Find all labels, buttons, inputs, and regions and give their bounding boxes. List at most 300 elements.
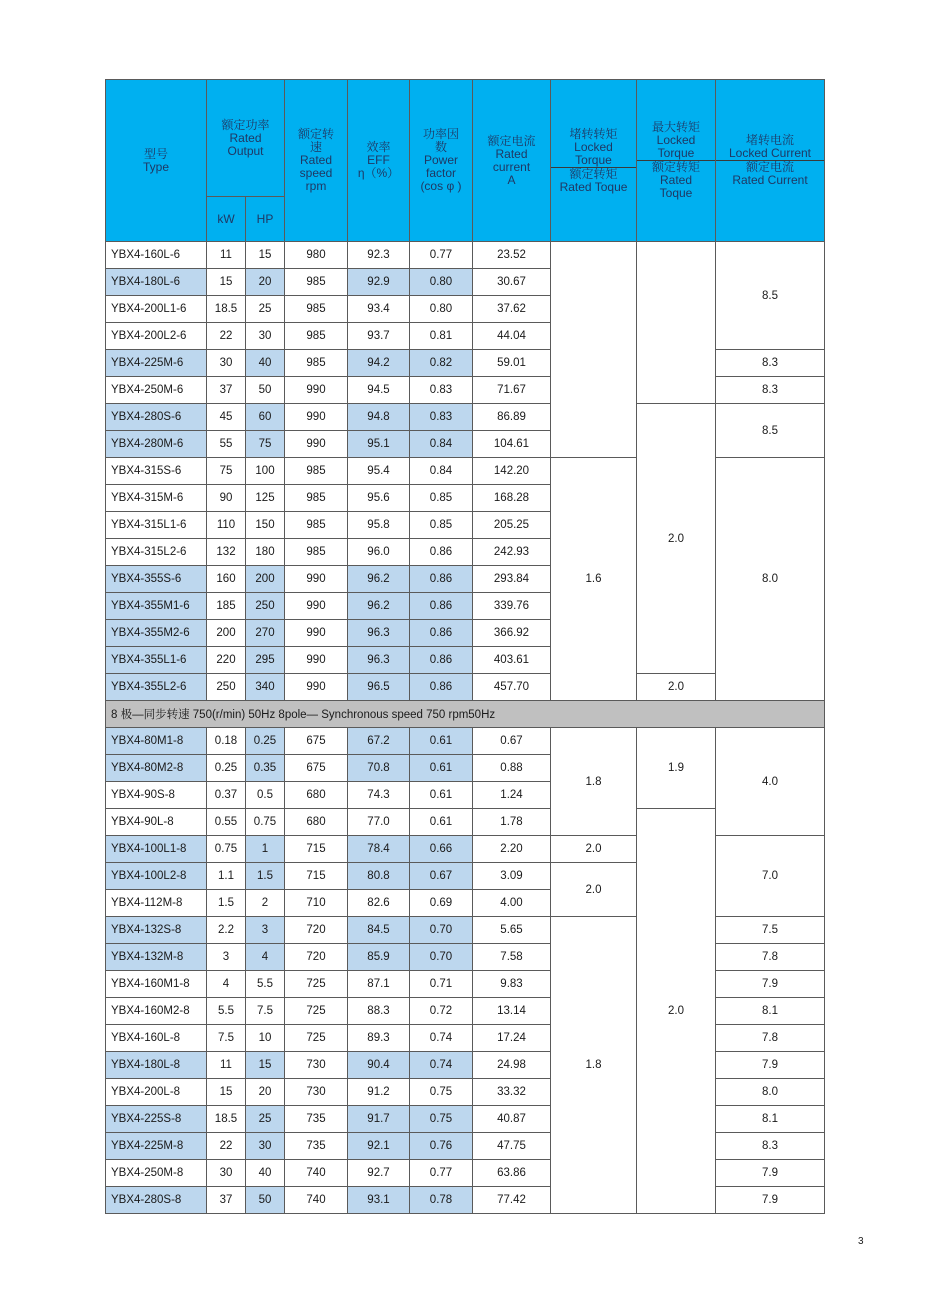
cell-rpm: 990 <box>285 566 348 593</box>
cell-eff: 93.1 <box>348 1187 410 1214</box>
cell-pf: 0.86 <box>410 593 473 620</box>
cell-hp: 270 <box>246 620 285 647</box>
cell-hp: 40 <box>246 1160 285 1187</box>
cell-kw: 132 <box>207 539 246 566</box>
cell-kw: 0.37 <box>207 782 246 809</box>
cell-eff: 88.3 <box>348 998 410 1025</box>
cell-pf: 0.78 <box>410 1187 473 1214</box>
header-efficiency: 效率 EFF η（%） <box>348 80 410 242</box>
cell-hp: 20 <box>246 1079 285 1106</box>
max-torque-ratio-cell: 1.9 <box>637 728 716 809</box>
cell-model: YBX4-225S-8 <box>106 1106 207 1133</box>
table-row <box>106 917 825 944</box>
cell-kw: 30 <box>207 1160 246 1187</box>
cell-current: 77.42 <box>473 1187 551 1214</box>
cell-pf: 0.80 <box>410 296 473 323</box>
cell-kw: 22 <box>207 1133 246 1160</box>
cell-current: 13.14 <box>473 998 551 1025</box>
cell-current: 242.93 <box>473 539 551 566</box>
cell-kw: 5.5 <box>207 998 246 1025</box>
cell-current: 23.52 <box>473 242 551 269</box>
cell-eff: 85.9 <box>348 944 410 971</box>
cell-rpm: 715 <box>285 836 348 863</box>
cell-pf: 0.85 <box>410 485 473 512</box>
locked-current-ratio-cell: 7.9 <box>716 971 825 998</box>
cell-current: 3.09 <box>473 863 551 890</box>
cell-eff: 94.2 <box>348 350 410 377</box>
cell-rpm: 740 <box>285 1160 348 1187</box>
cell-current: 59.01 <box>473 350 551 377</box>
table-row <box>106 728 825 755</box>
cell-kw: 220 <box>207 647 246 674</box>
cell-current: 9.83 <box>473 971 551 998</box>
cell-pf: 0.61 <box>410 782 473 809</box>
max-torque-ratio-cell <box>637 242 716 404</box>
cell-pf: 0.77 <box>410 242 473 269</box>
cell-pf: 0.76 <box>410 1133 473 1160</box>
locked-current-ratio-cell: 8.1 <box>716 998 825 1025</box>
max-torque-ratio-cell: 2.0 <box>637 809 716 1214</box>
cell-eff: 94.5 <box>348 377 410 404</box>
table-row <box>106 377 825 404</box>
cell-pf: 0.67 <box>410 863 473 890</box>
cell-model: YBX4-315L1-6 <box>106 512 207 539</box>
cell-kw: 110 <box>207 512 246 539</box>
cell-pf: 0.84 <box>410 431 473 458</box>
cell-model: YBX4-100L2-8 <box>106 863 207 890</box>
cell-pf: 0.86 <box>410 647 473 674</box>
cell-pf: 0.75 <box>410 1079 473 1106</box>
cell-model: YBX4-355L1-6 <box>106 647 207 674</box>
header-max-torque-ratio: 最大转矩 Locked Torque 额定转矩 Rated Toque <box>637 80 716 242</box>
cell-model: YBX4-80M2-8 <box>106 755 207 782</box>
cell-kw: 37 <box>207 1187 246 1214</box>
cell-current: 24.98 <box>473 1052 551 1079</box>
cell-current: 0.88 <box>473 755 551 782</box>
cell-current: 37.62 <box>473 296 551 323</box>
cell-model: YBX4-225M-8 <box>106 1133 207 1160</box>
header-power-factor: 功率因 数 Power factor (cos φ ) <box>410 80 473 242</box>
header-rated-output: 额定功率 Rated Output <box>207 80 285 197</box>
cell-pf: 0.74 <box>410 1025 473 1052</box>
cell-model: YBX4-100L1-8 <box>106 836 207 863</box>
cell-hp: 30 <box>246 323 285 350</box>
header-kw: kW <box>207 197 246 242</box>
cell-pf: 0.83 <box>410 377 473 404</box>
cell-rpm: 710 <box>285 890 348 917</box>
cell-model: YBX4-160L-8 <box>106 1025 207 1052</box>
cell-hp: 15 <box>246 242 285 269</box>
cell-rpm: 990 <box>285 377 348 404</box>
cell-rpm: 990 <box>285 431 348 458</box>
cell-model: YBX4-200L2-6 <box>106 323 207 350</box>
cell-eff: 96.3 <box>348 620 410 647</box>
cell-kw: 55 <box>207 431 246 458</box>
cell-model: YBX4-280S-6 <box>106 404 207 431</box>
cell-pf: 0.86 <box>410 620 473 647</box>
cell-hp: 25 <box>246 1106 285 1133</box>
cell-rpm: 740 <box>285 1187 348 1214</box>
cell-hp: 3 <box>246 917 285 944</box>
cell-hp: 20 <box>246 269 285 296</box>
locked-current-ratio-cell: 7.9 <box>716 1160 825 1187</box>
cell-rpm: 985 <box>285 269 348 296</box>
cell-hp: 75 <box>246 431 285 458</box>
cell-pf: 0.83 <box>410 404 473 431</box>
cell-model: YBX4-355M1-6 <box>106 593 207 620</box>
cell-rpm: 985 <box>285 539 348 566</box>
header-hp: HP <box>246 197 285 242</box>
cell-kw: 185 <box>207 593 246 620</box>
cell-rpm: 725 <box>285 971 348 998</box>
cell-kw: 0.75 <box>207 836 246 863</box>
page-number: 3 <box>858 1236 864 1247</box>
cell-eff: 89.3 <box>348 1025 410 1052</box>
cell-hp: 0.75 <box>246 809 285 836</box>
locked-current-ratio-cell: 7.9 <box>716 1052 825 1079</box>
cell-eff: 95.8 <box>348 512 410 539</box>
cell-model: YBX4-315S-6 <box>106 458 207 485</box>
cell-model: YBX4-112M-8 <box>106 890 207 917</box>
cell-current: 366.92 <box>473 620 551 647</box>
cell-model: YBX4-225M-6 <box>106 350 207 377</box>
cell-eff: 92.7 <box>348 1160 410 1187</box>
cell-current: 339.76 <box>473 593 551 620</box>
locked-current-ratio-cell: 8.3 <box>716 350 825 377</box>
table-row <box>106 944 825 971</box>
locked-torque-ratio-cell <box>551 242 637 458</box>
cell-pf: 0.84 <box>410 458 473 485</box>
cell-eff: 67.2 <box>348 728 410 755</box>
table-row <box>106 458 825 485</box>
cell-eff: 70.8 <box>348 755 410 782</box>
motor-spec-table <box>105 79 825 1214</box>
cell-kw: 250 <box>207 674 246 701</box>
table-row <box>106 242 825 269</box>
cell-kw: 7.5 <box>207 1025 246 1052</box>
cell-rpm: 985 <box>285 458 348 485</box>
locked-torque-ratio-cell: 1.6 <box>551 458 637 701</box>
cell-kw: 18.5 <box>207 1106 246 1133</box>
cell-hp: 2 <box>246 890 285 917</box>
cell-model: YBX4-315M-6 <box>106 485 207 512</box>
header-locked-torque-ratio: 堵转转矩 Locked Torque 额定转矩 Rated Toque <box>551 80 637 242</box>
cell-rpm: 985 <box>285 323 348 350</box>
locked-current-ratio-cell: 4.0 <box>716 728 825 836</box>
cell-hp: 0.5 <box>246 782 285 809</box>
cell-eff: 96.3 <box>348 647 410 674</box>
header-type: 型号 Type <box>106 80 207 242</box>
cell-kw: 4 <box>207 971 246 998</box>
cell-kw: 90 <box>207 485 246 512</box>
cell-model: YBX4-180L-6 <box>106 269 207 296</box>
cell-current: 33.32 <box>473 1079 551 1106</box>
cell-hp: 4 <box>246 944 285 971</box>
cell-pf: 0.69 <box>410 890 473 917</box>
cell-pf: 0.82 <box>410 350 473 377</box>
cell-pf: 0.61 <box>410 809 473 836</box>
cell-current: 1.24 <box>473 782 551 809</box>
cell-kw: 15 <box>207 269 246 296</box>
cell-eff: 94.8 <box>348 404 410 431</box>
cell-kw: 45 <box>207 404 246 431</box>
cell-current: 5.65 <box>473 917 551 944</box>
cell-current: 86.89 <box>473 404 551 431</box>
cell-kw: 30 <box>207 350 246 377</box>
cell-rpm: 990 <box>285 647 348 674</box>
locked-current-ratio-cell: 7.0 <box>716 836 825 917</box>
cell-current: 1.78 <box>473 809 551 836</box>
cell-pf: 0.70 <box>410 917 473 944</box>
locked-current-ratio-cell: 8.0 <box>716 458 825 701</box>
table-row <box>106 1106 825 1133</box>
cell-current: 104.61 <box>473 431 551 458</box>
cell-rpm: 735 <box>285 1106 348 1133</box>
cell-hp: 100 <box>246 458 285 485</box>
cell-model: YBX4-250M-8 <box>106 1160 207 1187</box>
header-rated-current: 额定电流 Rated current A <box>473 80 551 242</box>
cell-hp: 180 <box>246 539 285 566</box>
cell-current: 457.70 <box>473 674 551 701</box>
locked-current-ratio-cell: 8.1 <box>716 1106 825 1133</box>
cell-kw: 3 <box>207 944 246 971</box>
cell-model: YBX4-160L-6 <box>106 242 207 269</box>
cell-eff: 93.7 <box>348 323 410 350</box>
cell-pf: 0.70 <box>410 944 473 971</box>
cell-current: 4.00 <box>473 890 551 917</box>
cell-eff: 95.6 <box>348 485 410 512</box>
locked-current-ratio-cell: 8.5 <box>716 404 825 458</box>
cell-eff: 90.4 <box>348 1052 410 1079</box>
cell-hp: 125 <box>246 485 285 512</box>
cell-model: YBX4-90L-8 <box>106 809 207 836</box>
cell-hp: 295 <box>246 647 285 674</box>
cell-rpm: 720 <box>285 917 348 944</box>
cell-model: YBX4-200L1-6 <box>106 296 207 323</box>
cell-eff: 92.3 <box>348 242 410 269</box>
locked-current-ratio-cell: 7.8 <box>716 944 825 971</box>
cell-kw: 1.5 <box>207 890 246 917</box>
cell-model: YBX4-355M2-6 <box>106 620 207 647</box>
cell-kw: 18.5 <box>207 296 246 323</box>
cell-hp: 30 <box>246 1133 285 1160</box>
table-row <box>106 350 825 377</box>
cell-eff: 96.0 <box>348 539 410 566</box>
cell-eff: 96.5 <box>348 674 410 701</box>
cell-kw: 11 <box>207 1052 246 1079</box>
cell-current: 44.04 <box>473 323 551 350</box>
cell-hp: 0.25 <box>246 728 285 755</box>
max-torque-ratio-cell: 2.0 <box>637 404 716 674</box>
cell-pf: 0.75 <box>410 1106 473 1133</box>
cell-hp: 50 <box>246 1187 285 1214</box>
cell-rpm: 730 <box>285 1079 348 1106</box>
cell-kw: 0.25 <box>207 755 246 782</box>
cell-kw: 0.18 <box>207 728 246 755</box>
cell-hp: 50 <box>246 377 285 404</box>
cell-model: YBX4-280M-6 <box>106 431 207 458</box>
cell-rpm: 990 <box>285 404 348 431</box>
cell-eff: 96.2 <box>348 593 410 620</box>
cell-model: YBX4-315L2-6 <box>106 539 207 566</box>
locked-current-ratio-cell: 7.8 <box>716 1025 825 1052</box>
table-row <box>106 1079 825 1106</box>
cell-eff: 95.4 <box>348 458 410 485</box>
section-row <box>106 701 825 728</box>
cell-eff: 77.0 <box>348 809 410 836</box>
cell-pf: 0.80 <box>410 269 473 296</box>
cell-hp: 25 <box>246 296 285 323</box>
locked-current-ratio-cell: 8.5 <box>716 242 825 350</box>
locked-current-ratio-cell: 8.3 <box>716 1133 825 1160</box>
table-row <box>106 1160 825 1187</box>
cell-rpm: 990 <box>285 620 348 647</box>
table-row <box>106 998 825 1025</box>
cell-rpm: 735 <box>285 1133 348 1160</box>
cell-rpm: 675 <box>285 728 348 755</box>
cell-model: YBX4-80M1-8 <box>106 728 207 755</box>
locked-torque-ratio-cell: 2.0 <box>551 863 637 917</box>
cell-model: YBX4-160M2-8 <box>106 998 207 1025</box>
cell-eff: 92.9 <box>348 269 410 296</box>
cell-model: YBX4-250M-6 <box>106 377 207 404</box>
cell-pf: 0.86 <box>410 674 473 701</box>
cell-pf: 0.71 <box>410 971 473 998</box>
cell-hp: 0.35 <box>246 755 285 782</box>
cell-hp: 150 <box>246 512 285 539</box>
cell-current: 2.20 <box>473 836 551 863</box>
cell-kw: 22 <box>207 323 246 350</box>
cell-rpm: 675 <box>285 755 348 782</box>
cell-rpm: 985 <box>285 296 348 323</box>
cell-eff: 87.1 <box>348 971 410 998</box>
locked-current-ratio-cell: 7.9 <box>716 1187 825 1214</box>
cell-rpm: 715 <box>285 863 348 890</box>
cell-pf: 0.86 <box>410 566 473 593</box>
cell-model: YBX4-355S-6 <box>106 566 207 593</box>
locked-torque-ratio-cell: 1.8 <box>551 917 637 1214</box>
table-row <box>106 1025 825 1052</box>
cell-pf: 0.72 <box>410 998 473 1025</box>
cell-current: 71.67 <box>473 377 551 404</box>
cell-kw: 1.1 <box>207 863 246 890</box>
cell-hp: 40 <box>246 350 285 377</box>
cell-model: YBX4-132M-8 <box>106 944 207 971</box>
cell-current: 40.87 <box>473 1106 551 1133</box>
cell-rpm: 680 <box>285 809 348 836</box>
cell-hp: 1 <box>246 836 285 863</box>
cell-eff: 82.6 <box>348 890 410 917</box>
cell-model: YBX4-90S-8 <box>106 782 207 809</box>
cell-pf: 0.74 <box>410 1052 473 1079</box>
cell-eff: 91.7 <box>348 1106 410 1133</box>
cell-rpm: 680 <box>285 782 348 809</box>
cell-pf: 0.81 <box>410 323 473 350</box>
cell-kw: 0.55 <box>207 809 246 836</box>
cell-current: 205.25 <box>473 512 551 539</box>
cell-current: 0.67 <box>473 728 551 755</box>
cell-rpm: 730 <box>285 1052 348 1079</box>
cell-current: 403.61 <box>473 647 551 674</box>
cell-eff: 84.5 <box>348 917 410 944</box>
cell-eff: 93.4 <box>348 296 410 323</box>
cell-eff: 95.1 <box>348 431 410 458</box>
table-row <box>106 836 825 863</box>
cell-rpm: 985 <box>285 485 348 512</box>
cell-hp: 60 <box>246 404 285 431</box>
cell-model: YBX4-160M1-8 <box>106 971 207 998</box>
cell-kw: 2.2 <box>207 917 246 944</box>
cell-hp: 1.5 <box>246 863 285 890</box>
cell-kw: 200 <box>207 620 246 647</box>
cell-rpm: 985 <box>285 350 348 377</box>
cell-kw: 11 <box>207 242 246 269</box>
header-locked-current-ratio: 堵转电流 Locked Current 额定电流 Rated Current <box>716 80 825 242</box>
cell-rpm: 725 <box>285 998 348 1025</box>
cell-rpm: 980 <box>285 242 348 269</box>
locked-torque-ratio-cell: 1.8 <box>551 728 637 836</box>
cell-eff: 74.3 <box>348 782 410 809</box>
table-row <box>106 1133 825 1160</box>
cell-hp: 200 <box>246 566 285 593</box>
cell-pf: 0.86 <box>410 539 473 566</box>
header-rated-speed: 额定转 速 Rated speed rpm <box>285 80 348 242</box>
cell-eff: 78.4 <box>348 836 410 863</box>
cell-hp: 7.5 <box>246 998 285 1025</box>
table-row <box>106 404 825 431</box>
cell-eff: 91.2 <box>348 1079 410 1106</box>
cell-model: YBX4-355L2-6 <box>106 674 207 701</box>
section-header-8pole: 8 极—同步转速 750(r/min) 50Hz 8pole— Synchronous speed 750 rpm50Hz <box>106 701 825 728</box>
table-row <box>106 1187 825 1214</box>
cell-kw: 37 <box>207 377 246 404</box>
cell-hp: 250 <box>246 593 285 620</box>
cell-hp: 5.5 <box>246 971 285 998</box>
cell-hp: 10 <box>246 1025 285 1052</box>
cell-model: YBX4-280S-8 <box>106 1187 207 1214</box>
cell-rpm: 720 <box>285 944 348 971</box>
cell-model: YBX4-132S-8 <box>106 917 207 944</box>
cell-pf: 0.66 <box>410 836 473 863</box>
cell-current: 47.75 <box>473 1133 551 1160</box>
cell-pf: 0.85 <box>410 512 473 539</box>
table-row <box>106 1052 825 1079</box>
cell-rpm: 990 <box>285 593 348 620</box>
cell-current: 142.20 <box>473 458 551 485</box>
cell-model: YBX4-180L-8 <box>106 1052 207 1079</box>
locked-current-ratio-cell: 8.3 <box>716 377 825 404</box>
locked-torque-ratio-cell: 2.0 <box>551 836 637 863</box>
cell-current: 30.67 <box>473 269 551 296</box>
cell-model: YBX4-200L-8 <box>106 1079 207 1106</box>
cell-eff: 92.1 <box>348 1133 410 1160</box>
cell-rpm: 990 <box>285 674 348 701</box>
cell-kw: 15 <box>207 1079 246 1106</box>
cell-pf: 0.77 <box>410 1160 473 1187</box>
cell-rpm: 725 <box>285 1025 348 1052</box>
cell-eff: 96.2 <box>348 566 410 593</box>
cell-pf: 0.61 <box>410 728 473 755</box>
locked-current-ratio-cell: 7.5 <box>716 917 825 944</box>
cell-hp: 340 <box>246 674 285 701</box>
cell-current: 17.24 <box>473 1025 551 1052</box>
locked-current-ratio-cell: 8.0 <box>716 1079 825 1106</box>
cell-current: 168.28 <box>473 485 551 512</box>
cell-current: 7.58 <box>473 944 551 971</box>
cell-pf: 0.61 <box>410 755 473 782</box>
cell-rpm: 985 <box>285 512 348 539</box>
cell-kw: 75 <box>207 458 246 485</box>
